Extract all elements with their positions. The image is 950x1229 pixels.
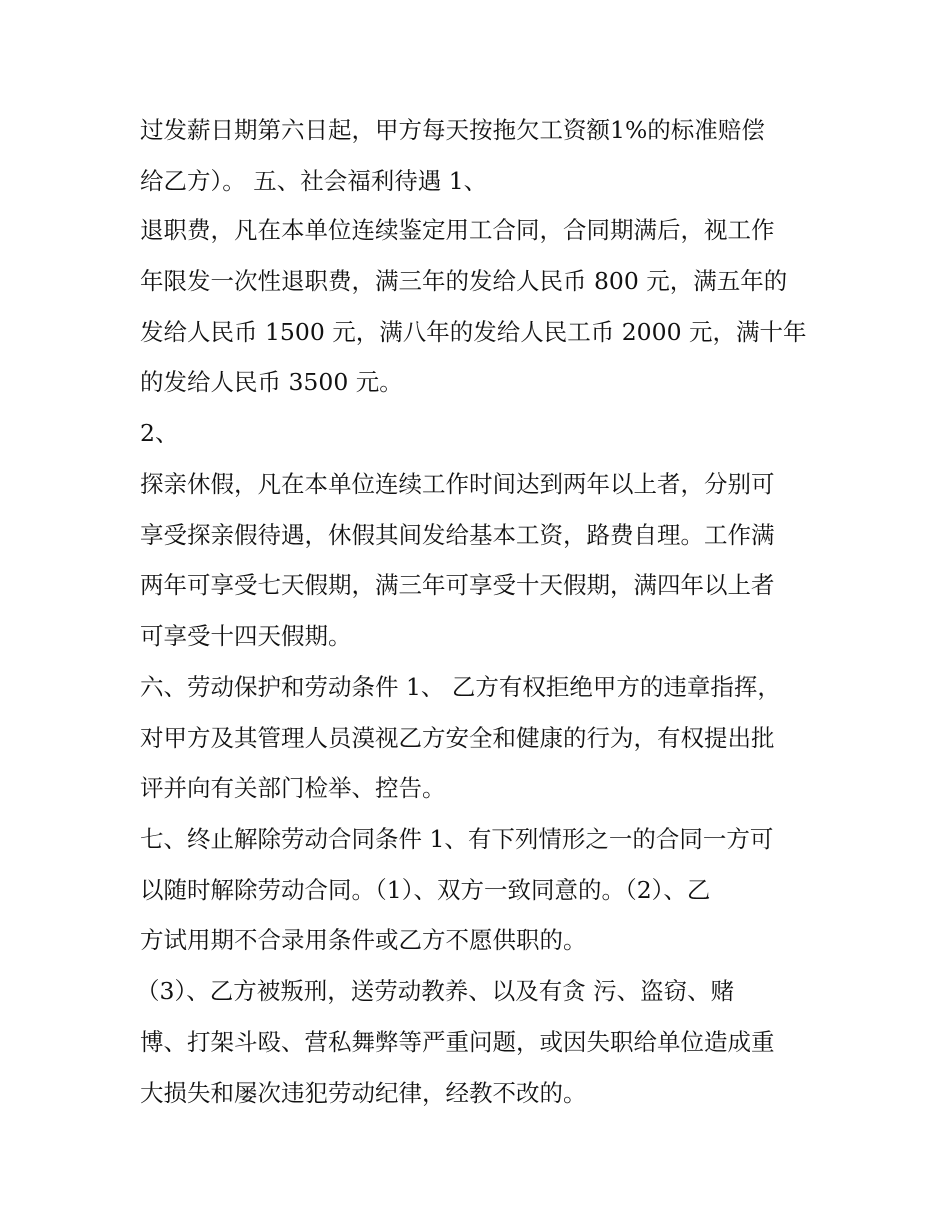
text-line: 博、打架斗殴、营私舞弊等严重问题，或因失职给单位造成重 xyxy=(140,1028,775,1056)
text-line: 年限发一次性退职费，满三年的发给人民币 800 元，满五年的 xyxy=(140,267,788,295)
text-line: 对甲方及其管理人员漠视乙方安全和健康的行为，有权提出批 xyxy=(140,724,775,752)
text-line: 退职费，凡在本单位连续鉴定用工合同，合同期满后，视工作 xyxy=(140,216,775,244)
text-line: 评并向有关部门检举、控告。 xyxy=(140,774,446,802)
text-line: 以随时解除劳动合同。（1）、双方一致同意的。（2）、乙 xyxy=(140,876,711,904)
text-line: 探亲休假，凡在本单位连续工作时间达到两年以上者，分别可 xyxy=(140,470,775,498)
text-line: 2、 xyxy=(140,419,179,447)
text-line: 大损失和屡次违犯劳动纪律，经教不改的。 xyxy=(140,1079,587,1107)
text-line: 可享受十四天假期。 xyxy=(140,622,352,650)
text-line: 方试用期不合录用条件或乙方不愿供职的。 xyxy=(140,926,587,954)
text-line: 的发给人民币 3500 元。 xyxy=(140,368,403,396)
text-line: 享受探亲假待遇，休假其间发给基本工资，路费自理。工作满 xyxy=(140,521,775,549)
text-line: 过发薪日期第六日起，甲方每天按拖欠工资额1%的标准赔偿 xyxy=(140,116,765,144)
text-line: （3）、乙方被叛刑，送劳动教养、以及有贪 污、盗窃、赌 xyxy=(136,977,735,1005)
text-line: 给乙方）。 五、社会福利待遇 1、 xyxy=(140,167,488,195)
text-line: 两年可享受七天假期，满三年可享受十天假期，满四年以上者 xyxy=(140,571,775,599)
text-line: 六、劳动保护和劳动条件 1、 乙方有权拒绝甲方的违章指挥， xyxy=(140,673,781,701)
text-line: 七、终止解除劳动合同条件 1、有下列情形之一的合同一方可 xyxy=(140,825,774,853)
text-line: 发给人民币 1500 元，满八年的发给人民工币 2000 元，满十年 xyxy=(140,318,807,346)
